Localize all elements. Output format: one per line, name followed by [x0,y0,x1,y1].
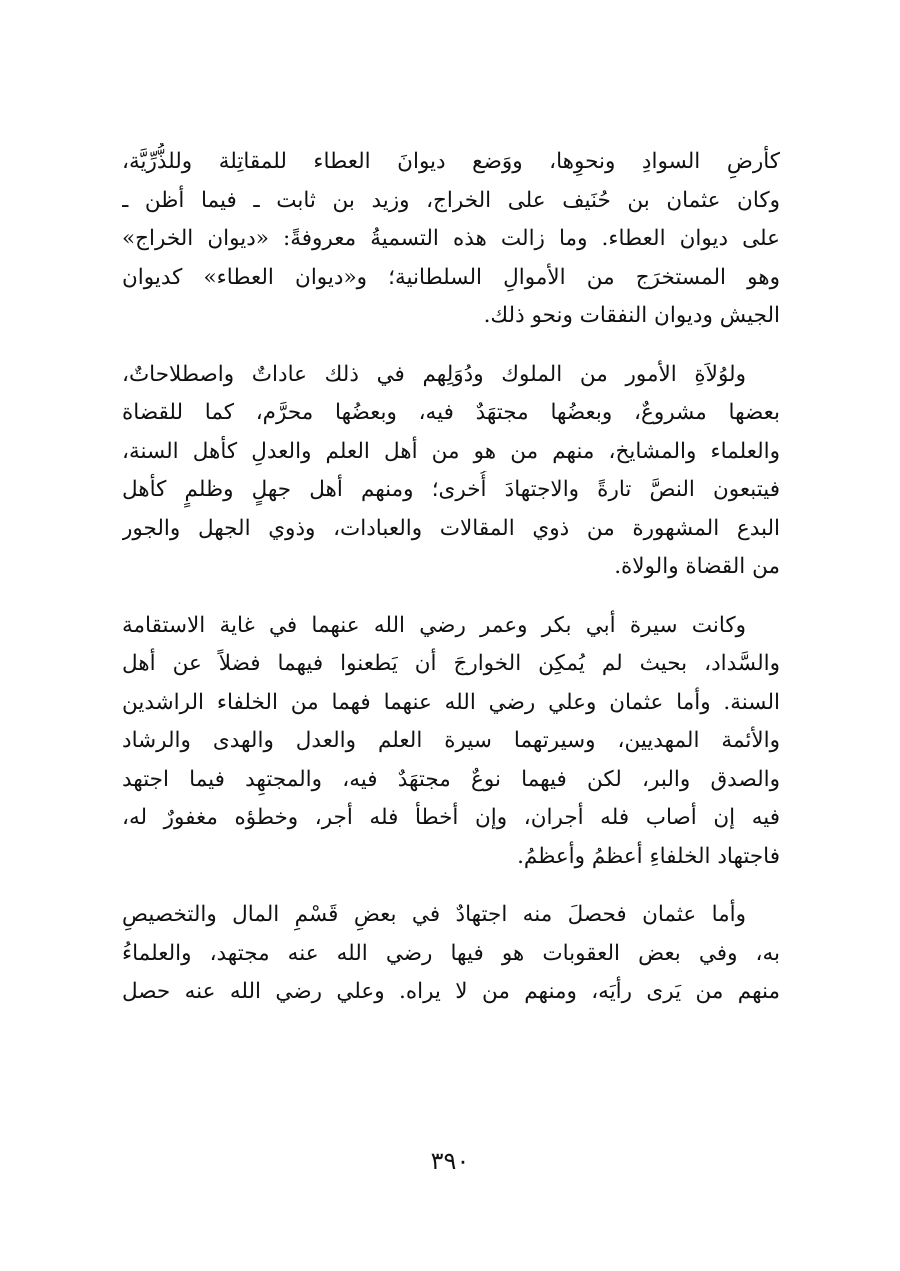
text-line: وأما عثمان فحصلَ منه اجتهادٌ في بعضِ قَسْمِ المال والتخصيصِ [122,902,746,927]
text-line: فيتبعون النصَّ تارةً والاجتهادَ أُخرى؛ ومنهم أهل جهلٍ وظلمٍ كأهل [122,477,780,502]
text-line: وهو المستخرَج من الأموالِ السلطانية؛ و«ديوان العطاء» كديوان [122,264,780,290]
paragraph-3 [122,607,780,877]
text-line: والسَّداد، بحيث لم يُمكِن الخوارجَ أن يَطعنوا فيهما فضلاً عن أهل [122,651,780,676]
text-line: والعلماء والمشايخ، منهم من هو من أهل العلم والعدلِ كأهل السنة، [122,438,780,464]
text-line: السنة. وأما عثمان وعلي رضي الله عنهما فهما من الخلفاء الراشدين [122,689,780,715]
text-line: وكان عثمان بن حُنَيف على الخراج، وزيد بن ثابت ـ فيما أظن ـ [122,187,780,213]
text-line: فاجتهاد الخلفاءِ أعظمُ وأعظمُ. [517,843,780,869]
text-line: به، وفي بعض العقوبات هو فيها رضي الله عنه مجتهد، والعلماءُ [122,940,780,966]
text-line: والصدق والبر، لكن فيهما نوعٌ مجتهَدٌ فيه، والمجتهِد فيما اجتهد [122,766,780,792]
page-number: ٣٩٠ [430,1147,470,1175]
text-line: منهم من يَرى رأيَه، ومنهم من لا يراه. وعلي رضي الله عنه حصل [122,979,780,1004]
text-line: الجيش وديوان النفقات ونحو ذلك. [483,303,780,328]
text-line: على ديوان العطاء. وما زالت هذه التسميةُ معروفةً: «ديوان الخراج» [122,226,780,251]
paragraph-1 [122,143,780,336]
text-line: البدع المشهورة من ذوي المقالات والعبادات، وذوي الجهل والجور [122,515,780,541]
paragraph-4 [122,896,780,1012]
text-line: من القضاة والولاة. [614,554,780,579]
text-line: ولوُلاَةِ الأمور من الملوك ودُوَلِهم في ذلك عاداتٌ واصطلاحاتٌ، [122,361,746,387]
text-line: فيه إن أصاب فله أجران، وإن أخطأ فله أجر، وخطؤه مغفورٌ له، [122,805,780,830]
page-body [122,143,780,1032]
text-line: بعضها مشروعٌ، وبعضُها مجتهَدٌ فيه، وبعضُها محرَّم، كما للقضاة [122,400,780,425]
text-line: كأرضِ السوادِ ونحوِها، ووَضع ديوانَ العطاء للمقاتِلة وللذُّرِّيَّة، [122,149,780,174]
text-line: والأئمة المهديين، وسيرتهما سيرة العلم والعدل والهدى والرشاد [122,728,780,753]
paragraph-2 [122,356,780,587]
text-line: وكانت سيرة أبي بكر وعمر رضي الله عنهما في غاية الاستقامة [122,612,746,638]
